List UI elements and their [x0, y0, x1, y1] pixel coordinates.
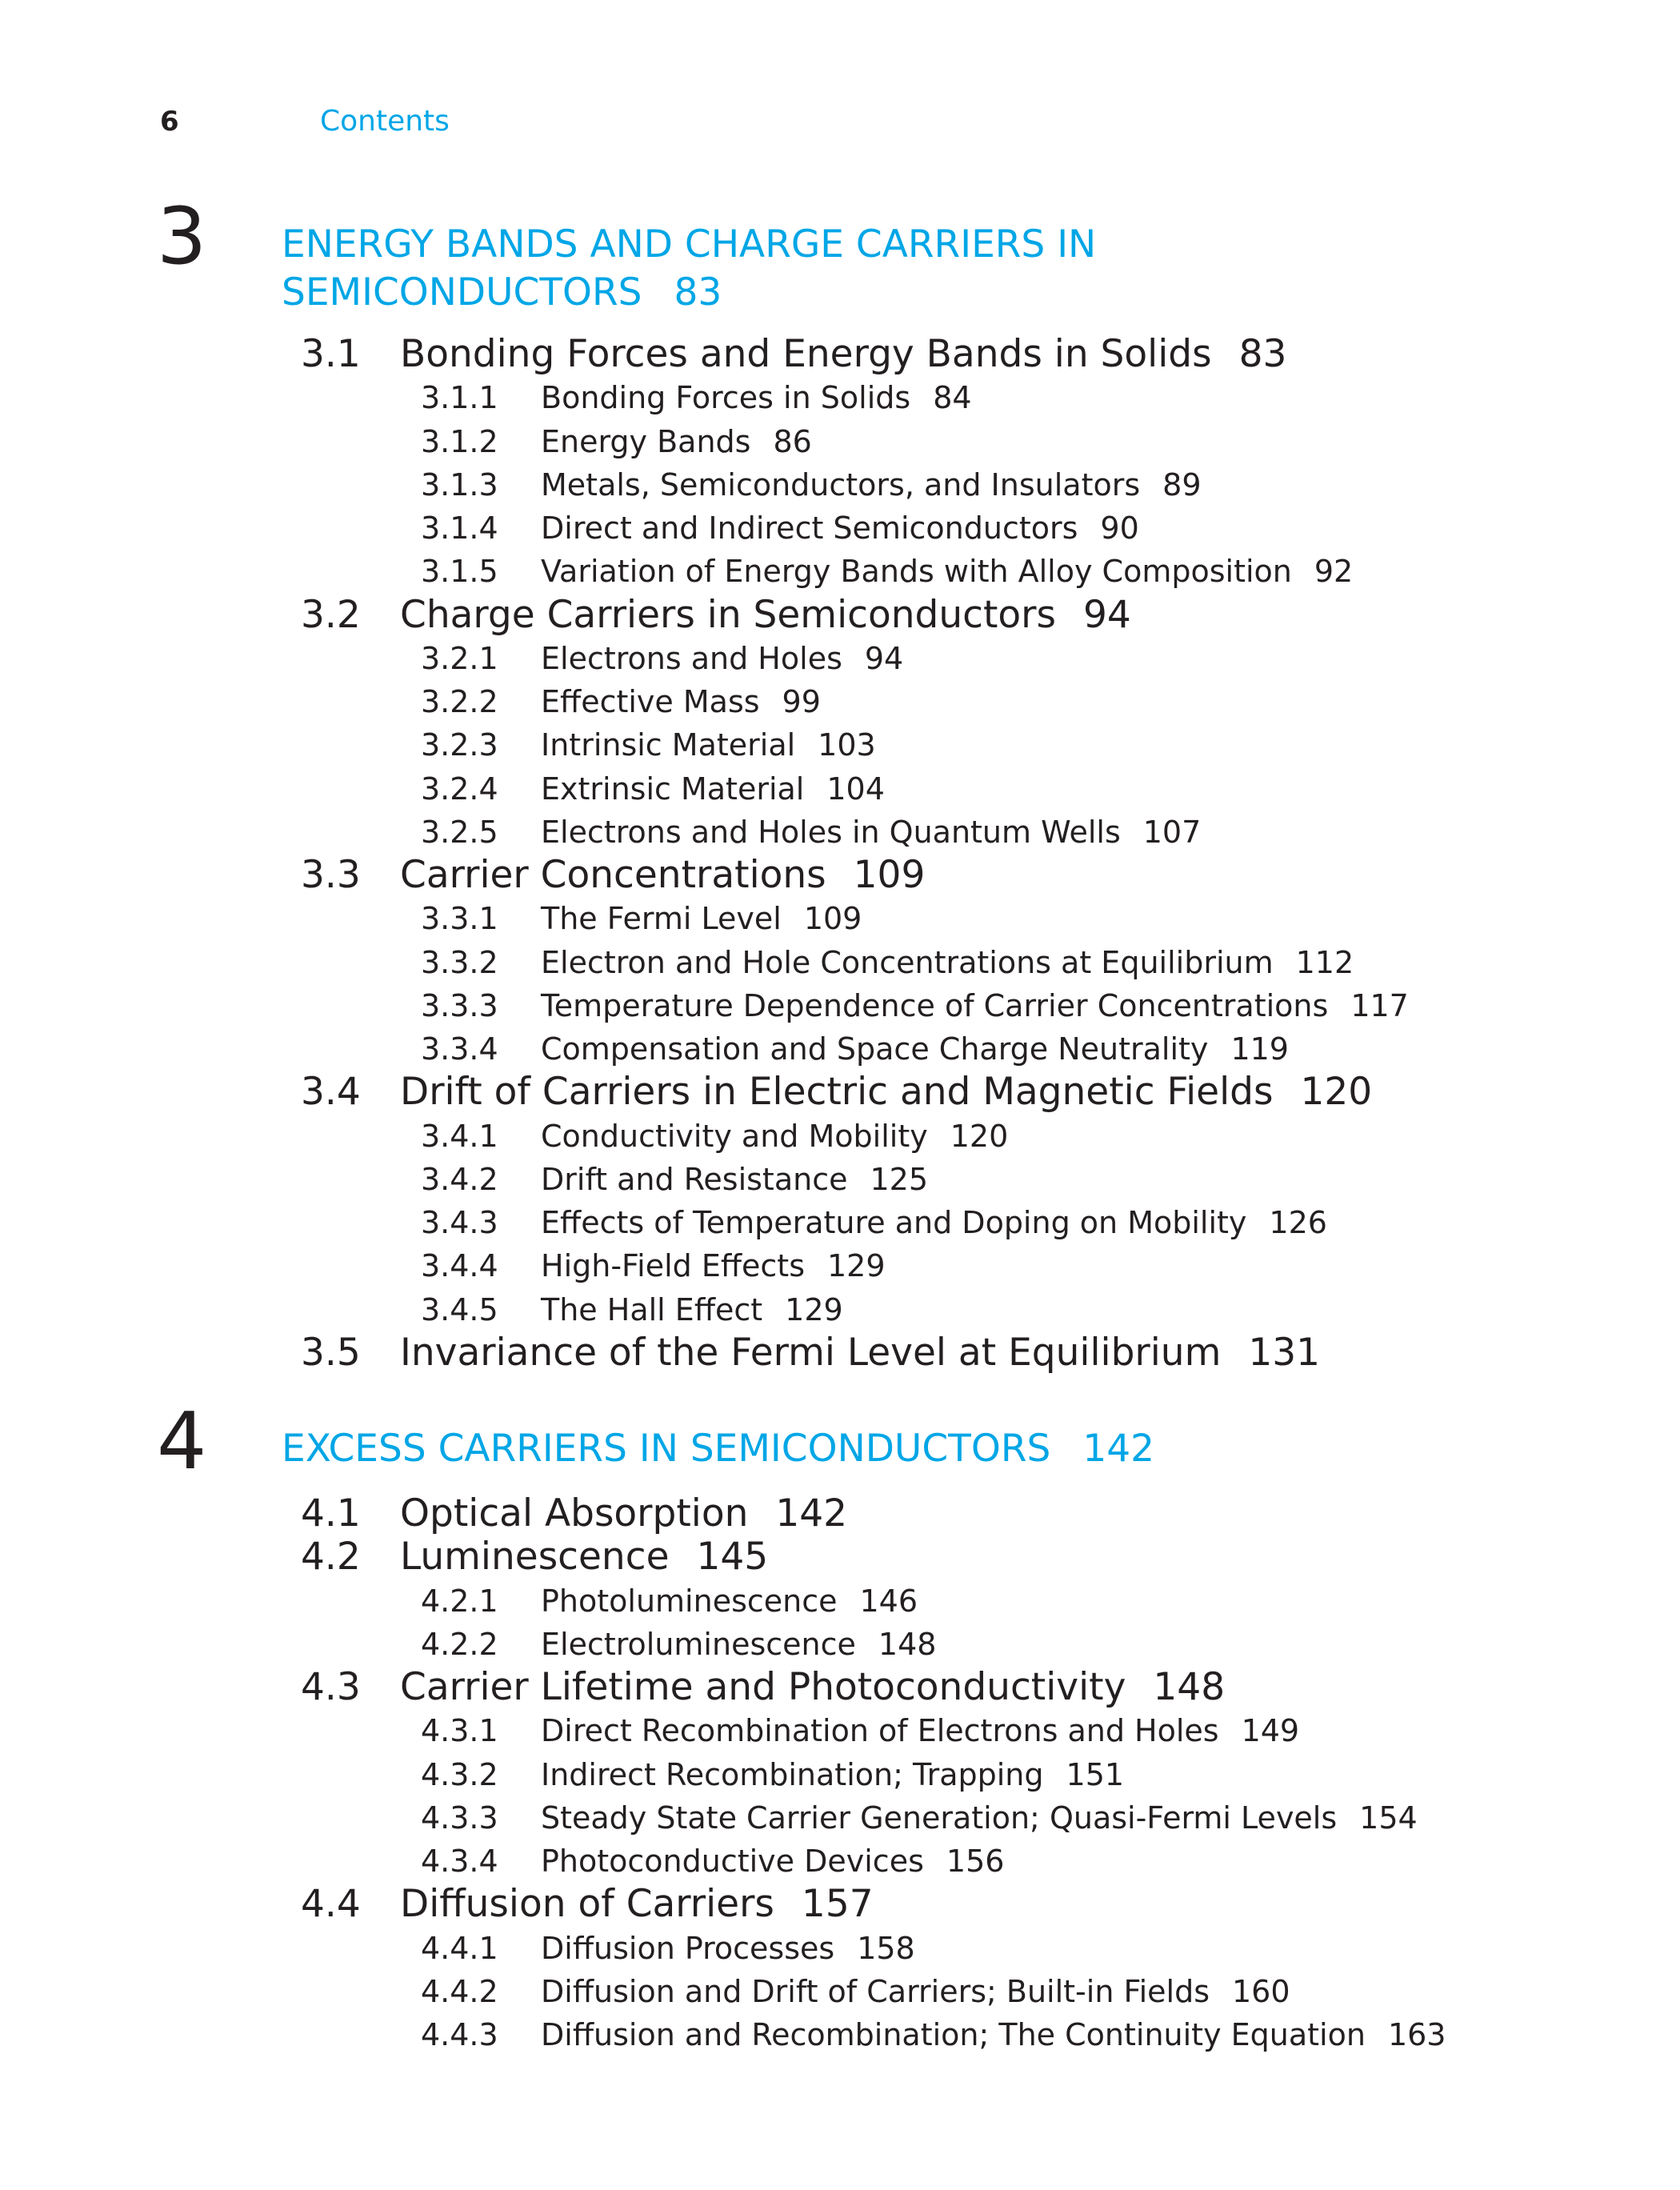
entry-number: 3.2.4 [421, 771, 498, 807]
entry-page: 109 [803, 901, 862, 937]
entry-page: 103 [818, 727, 876, 763]
entry-page: 142 [775, 1491, 848, 1535]
entry-number: 3.3.4 [421, 1031, 498, 1067]
entry-title: Drift of Carriers in Electric and Magnetic Fields [400, 1070, 1274, 1115]
entry-number: 3.4.1 [421, 1118, 498, 1154]
entry-page: 131 [1248, 1330, 1321, 1375]
entry-number: 4.4 [301, 1882, 361, 1927]
entry-number: 4.3.3 [421, 1800, 498, 1836]
entry-title: Direct Recombination of Electrons and Holes [541, 1713, 1219, 1749]
toc-section[interactable] [301, 1071, 1372, 1114]
entry-page: 158 [857, 1930, 915, 1966]
entry-title: Intrinsic Material [541, 727, 796, 763]
entry-page: 163 [1387, 2017, 1446, 2052]
entry-page: 157 [801, 1882, 874, 1927]
toc-subsection[interactable] [421, 463, 1202, 506]
entry-title: Invariance of the Fermi Level at Equilibrium [400, 1330, 1222, 1375]
entry-title: Bonding Forces in Solids [541, 380, 911, 416]
entry-title: The Hall Effect [541, 1291, 763, 1327]
toc-subsection[interactable] [421, 1115, 1008, 1158]
entry-number: 4.2.1 [421, 1583, 498, 1619]
toc-subsection[interactable] [421, 1244, 886, 1287]
entry-title: The Fermi Level [541, 901, 782, 937]
entry-number: 4.4.3 [421, 2017, 498, 2052]
entry-number: 3.4.2 [421, 1161, 498, 1197]
toc-subsection[interactable] [421, 1796, 1418, 1840]
entry-number: 4.3.4 [421, 1844, 498, 1879]
entry-number: 3.3.3 [421, 987, 498, 1023]
entry-page: 84 [933, 380, 972, 416]
toc-section[interactable] [301, 1492, 847, 1535]
entry-title: Diffusion Processes [541, 1930, 835, 1966]
entry-page: 146 [859, 1583, 918, 1619]
entry-title: Luminescence [400, 1535, 670, 1579]
toc-subsection[interactable] [421, 1288, 843, 1331]
entry-title: Temperature Dependence of Carrier Concentrations [541, 987, 1329, 1023]
entry-page: 119 [1230, 1031, 1289, 1067]
entry-page: 92 [1314, 554, 1354, 590]
entry-number: 3.2 [301, 592, 361, 637]
entry-title: Electrons and Holes in Quantum Wells [541, 814, 1121, 850]
entry-page: 125 [870, 1161, 929, 1197]
toc-subsection[interactable] [421, 723, 876, 767]
toc-subsection[interactable] [421, 1027, 1289, 1071]
entry-page: 107 [1142, 814, 1202, 850]
entry-page: 83 [1238, 332, 1287, 376]
entry-title: Effective Mass [541, 684, 760, 719]
toc-subsection[interactable] [421, 1623, 936, 1666]
entry-page: 156 [946, 1844, 1005, 1879]
entry-title: Direct and Indirect Semiconductors [541, 510, 1078, 546]
entry-title: Carrier Lifetime and Photoconductivity [400, 1665, 1126, 1709]
entry-page: 126 [1269, 1205, 1327, 1240]
toc-section[interactable] [301, 333, 1286, 376]
toc-subsection[interactable] [421, 1840, 1004, 1883]
entry-title: Energy Bands [541, 423, 751, 459]
toc-subsection[interactable] [421, 2013, 1446, 2056]
toc-subsection[interactable] [421, 680, 821, 723]
toc-subsection[interactable] [421, 897, 862, 940]
toc-subsection[interactable] [421, 1158, 928, 1201]
entry-page: 120 [950, 1118, 1009, 1154]
toc-section[interactable] [301, 594, 1131, 637]
entry-number: 4.1 [301, 1491, 361, 1535]
entry-page: 89 [1162, 466, 1202, 502]
entry-number: 3.1.1 [421, 380, 498, 416]
entry-title: Indirect Recombination; Trapping [541, 1756, 1044, 1792]
toc-subsection[interactable] [421, 420, 812, 463]
entry-number: 3.1.5 [421, 554, 498, 590]
entry-title: Electroluminescence [541, 1626, 856, 1662]
toc-section[interactable] [301, 1883, 874, 1926]
entry-title: Optical Absorption [400, 1491, 749, 1535]
entry-number: 3.2.5 [421, 814, 498, 850]
entry-number: 3.4.5 [421, 1291, 498, 1327]
entry-title: Drift and Resistance [541, 1161, 848, 1197]
entry-number: 4.4.2 [421, 1973, 498, 2009]
page-number: 6 [160, 106, 179, 138]
entry-page: 104 [826, 771, 885, 807]
entry-title: Diffusion of Carriers [400, 1882, 774, 1927]
toc-subsection[interactable] [421, 1927, 915, 1970]
toc-subsection[interactable] [421, 506, 1139, 550]
entry-page: 149 [1241, 1713, 1300, 1749]
entry-number: 3.2.3 [421, 727, 498, 763]
entry-page: 94 [1082, 592, 1131, 637]
entry-page: 154 [1359, 1800, 1418, 1836]
entry-page: 148 [1153, 1665, 1226, 1709]
toc-subsection[interactable] [421, 1201, 1327, 1244]
entry-number: 3.1.4 [421, 510, 498, 546]
entry-page: 151 [1066, 1756, 1125, 1792]
entry-title: Variation of Energy Bands with Alloy Composition [541, 554, 1292, 590]
entry-number: 3.4.4 [421, 1248, 498, 1284]
toc-subsection[interactable] [421, 1970, 1290, 2013]
toc-subsection[interactable] [421, 941, 1354, 984]
chapter-page: 83 [674, 270, 722, 314]
entry-page: 129 [827, 1248, 886, 1284]
entry-title: Steady State Carrier Generation; Quasi-Fermi Levels [541, 1800, 1338, 1836]
entry-page: 148 [878, 1626, 937, 1662]
entry-page: 120 [1300, 1070, 1373, 1115]
entry-number: 4.2.2 [421, 1626, 498, 1662]
entry-page: 112 [1295, 944, 1354, 980]
entry-number: 4.3 [301, 1665, 361, 1709]
toc-subsection[interactable] [421, 376, 972, 419]
entry-title: Compensation and Space Charge Neutrality [541, 1031, 1209, 1067]
chapter-title [282, 221, 1096, 317]
entry-number: 3.3.1 [421, 901, 498, 937]
chapter-title [282, 1425, 1154, 1473]
chapter-number: 4 [157, 1396, 207, 1487]
toc-subsection[interactable] [421, 984, 1409, 1027]
toc-subsection[interactable] [421, 811, 1201, 854]
entry-number: 3.4.3 [421, 1205, 498, 1240]
entry-page: 99 [782, 684, 821, 719]
entry-page: 129 [785, 1291, 843, 1327]
entry-number: 3.1 [301, 332, 361, 376]
entry-title: Charge Carriers in Semiconductors [400, 592, 1056, 637]
entry-number: 3.4 [301, 1070, 361, 1115]
entry-title: Diffusion and Recombination; The Continuity Equation [541, 2017, 1366, 2052]
entry-number: 3.3 [301, 853, 361, 897]
entry-number: 4.4.1 [421, 1930, 498, 1966]
entry-number: 3.3.2 [421, 944, 498, 980]
entry-number: 3.5 [301, 1330, 361, 1375]
toc-section[interactable] [301, 1535, 768, 1579]
toc-subsection[interactable] [421, 637, 903, 680]
entry-title: High-Field Effects [541, 1248, 805, 1284]
toc-subsection[interactable] [421, 1753, 1124, 1796]
entry-title: Extrinsic Material [541, 771, 805, 807]
entry-title: Bonding Forces and Energy Bands in Solids [400, 332, 1212, 376]
entry-number: 3.2.2 [421, 684, 498, 719]
chapter-title-line: EXCESS CARRIERS IN SEMICONDUCTORS 142 [282, 1427, 1155, 1471]
toc-subsection[interactable] [421, 767, 885, 811]
toc-section[interactable] [301, 854, 925, 897]
entry-number: 3.1.3 [421, 466, 498, 502]
toc-section[interactable] [301, 1331, 1320, 1375]
entry-page: 86 [773, 423, 812, 459]
running-head: Contents [320, 105, 450, 138]
entry-title: Electron and Hole Concentrations at Equilibrium [541, 944, 1274, 980]
toc-section[interactable] [301, 1666, 1225, 1709]
entry-title: Metals, Semiconductors, and Insulators [541, 466, 1141, 502]
entry-page: 94 [864, 640, 904, 676]
entry-page: 117 [1350, 987, 1409, 1023]
toc-subsection[interactable] [421, 550, 1353, 593]
entry-title: Photoconductive Devices [541, 1844, 924, 1879]
entry-title: Photoluminescence [541, 1583, 838, 1619]
entry-number: 4.3.2 [421, 1756, 498, 1792]
entry-page: 109 [853, 853, 926, 897]
entry-title: Diffusion and Drift of Carriers; Built-in Fields [541, 1973, 1210, 2009]
chapter-title-line: ENERGY BANDS AND CHARGE CARRIERS IN [282, 222, 1097, 266]
entry-page: 145 [696, 1535, 769, 1579]
entry-number: 4.2 [301, 1535, 361, 1579]
entry-title: Conductivity and Mobility [541, 1118, 928, 1154]
entry-title: Electrons and Holes [541, 640, 842, 676]
entry-number: 4.3.1 [421, 1713, 498, 1749]
entry-number: 3.1.2 [421, 423, 498, 459]
entry-number: 3.2.1 [421, 640, 498, 676]
chapter-number: 3 [157, 191, 207, 282]
toc-subsection[interactable] [421, 1579, 918, 1623]
chapter-title-line: SEMICONDUCTORS 83 [282, 270, 722, 314]
entry-title: Carrier Concentrations [400, 853, 826, 897]
chapter-page: 142 [1082, 1427, 1155, 1471]
entry-page: 160 [1232, 1973, 1290, 2009]
entry-title: Effects of Temperature and Doping on Mobility [541, 1205, 1247, 1240]
toc-subsection[interactable] [421, 1709, 1299, 1752]
entry-page: 90 [1100, 510, 1139, 546]
